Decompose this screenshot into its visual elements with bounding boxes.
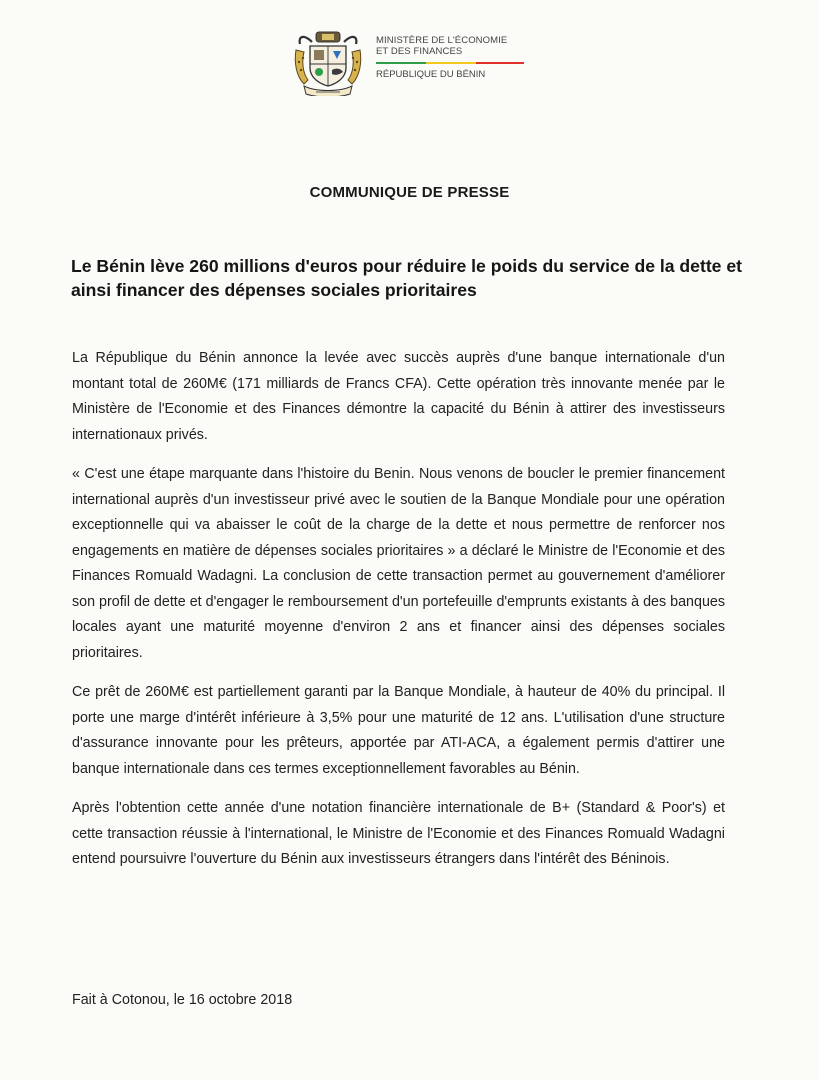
paragraph: Ce prêt de 260M€ est partiellement garanti par la Banque Mondiale, à hauteur de 40% du principal. Il porte une marge d'intérêt inférieure à 3,5% pour une maturité de 12 ans. L'utilisation d'une structure d'assurance innovante pour les prêteurs, apportée par ATI-ACA, a également permis d'attirer une banque internationale dans ces termes exceptionnellement favorables au Bénin.: [72, 684, 725, 777]
ministry-name-line-2: ET DES FINANCES: [376, 46, 463, 57]
republic-name: RÉPUBLIQUE DU BÉNIN: [376, 69, 486, 80]
ministry-name-line-1: MINISTÈRE DE L'ÉCONOMIE: [376, 35, 508, 46]
body-text: [72, 346, 725, 887]
flag-red-segment: [476, 62, 524, 64]
paragraph: « C'est une étape marquante dans l'histoire du Benin. Nous venons de boucler le premier financement international auprès d'un investisseur privé avec le soutien de la Banque Mondiale pour une opération exceptionnelle qui va abaisser le coût de la charge de la dette et nous permettre de renforcer nos engagements en matière de dépenses sociales prioritaires » a déclaré le Ministre de l'Economie et des Finances Romuald Wadagni. La conclusion de cette transaction permet au gouvernement d'améliorer son profil de dette et d'engager le remboursement d'un portefeuille d'emprunts existants à des banques locales ayant une maturité moyenne d'environ 2 ans et financer ainsi des dépenses sociales prioritaires.: [72, 466, 725, 661]
national-colors-divider: [376, 62, 524, 64]
flag-green-segment: [376, 62, 426, 64]
place-and-date: Fait à Cotonou, le 16 octobre 2018: [72, 992, 293, 1008]
ministry-name-block: [376, 35, 546, 80]
paragraph: Après l'obtention cette année d'une notation financière internationale de B+ (Standard & Poor's) et cette transaction réussie à l'international, le Ministre de l'Economie et des Finances Romuald Wadagni entend poursuivre l'ouverture du Bénin aux investisseurs étrangers dans l'intérêt des Béninois.: [72, 800, 725, 867]
headline: Le Bénin lève 260 millions d'euros pour réduire le poids du service de la dette et ainsi financer des dépenses sociales prioritaires: [71, 256, 742, 300]
coat-of-arms-icon: [290, 28, 366, 96]
document-type-title: COMMUNIQUE DE PRESSE: [309, 184, 510, 201]
flag-yellow-segment: [426, 62, 476, 64]
letterhead: [290, 28, 550, 98]
paragraph: La République du Bénin annonce la levée avec succès auprès d'une banque internationale d'un montant total de 260M€ (171 milliards de Francs CFA). Cette opération très innovante menée par le Ministère de l'Economie et des Finances démontre la capacité du Bénin à attirer des investisseurs internationaux privés.: [72, 350, 725, 443]
